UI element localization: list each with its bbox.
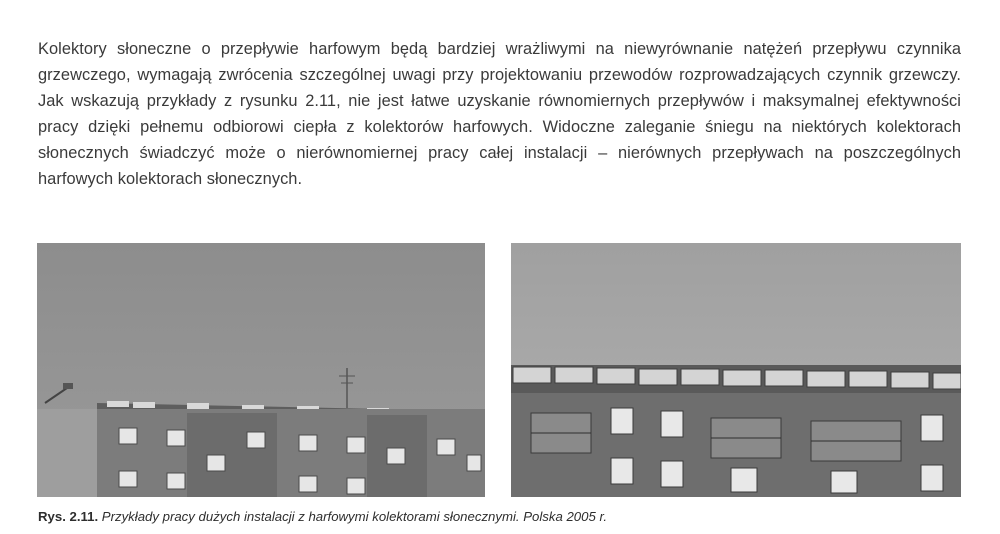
photo-building-right (511, 243, 961, 497)
figure-label: Rys. 2.11. (38, 509, 99, 524)
body-paragraph: Kolektory słoneczne o przepływie harfowym będą bardziej wrażliwymi na niewyrównanie natężeń przepływu czynnika grzewczego, wymagają zwrócenia szczególnej uwagi przy projektowaniu przewodów rozprowadzających czynnik grzewczy. Jak wskazują przykłady z rysunku 2.11, nie jest łatwe uzyskanie równomiernych przepływów i maksymalnej efektywności pracy dzięki pełnemu odbiorowi ciepła z kolektorów harfowych. Widoczne zaleganie śniegu na niektórych kolektorach słonecznych świadczyć może o nierównomiernej pracy całej instalacji – nierównych przepływach na poszczególnych harfowych kolektorach słonecznych. (38, 40, 961, 188)
figure-caption-text: Przykłady pracy dużych instalacji z harfowymi kolektorami słonecznymi. Polska 2005 r. (101, 509, 608, 524)
figure-caption (38, 509, 607, 524)
photo-building-left (37, 243, 485, 497)
